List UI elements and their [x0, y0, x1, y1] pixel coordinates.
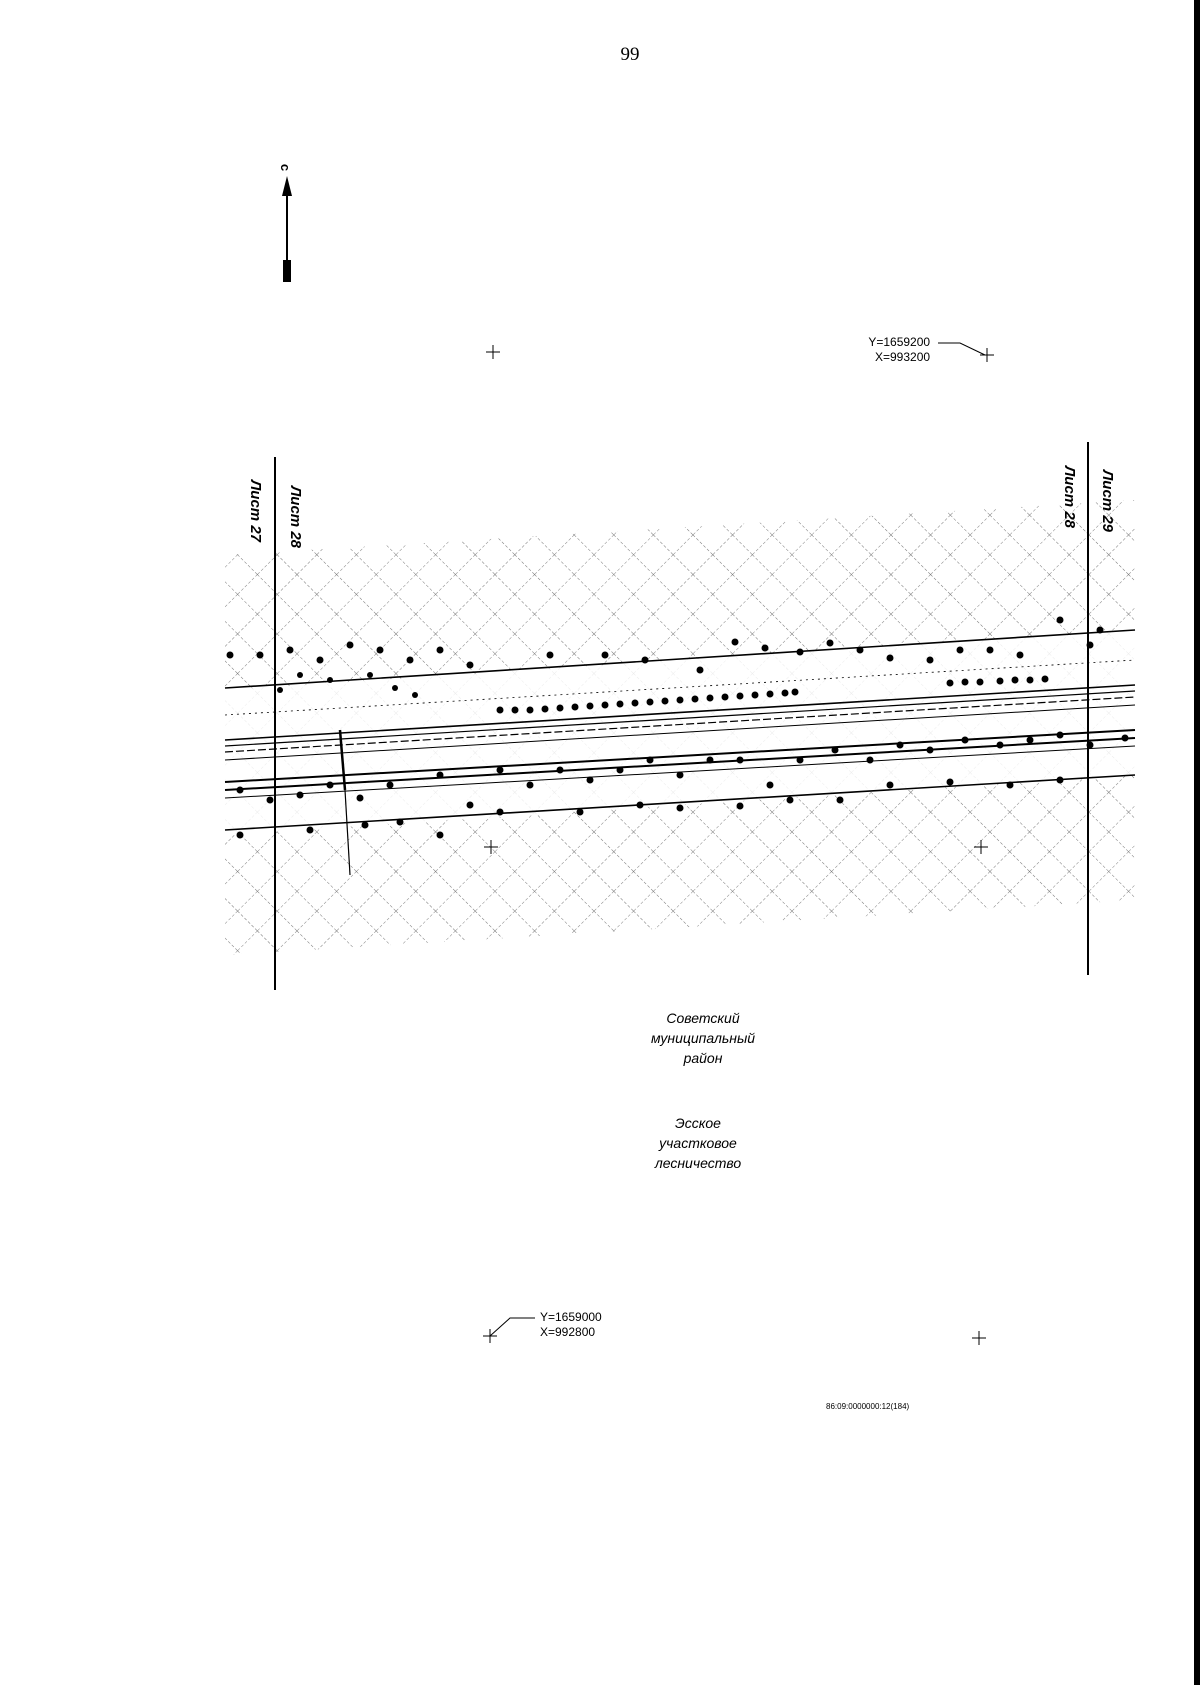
- coordinate-top-right: [865, 335, 930, 365]
- scan-edge: [1194, 0, 1200, 1685]
- label-line: Эсское: [675, 1115, 721, 1131]
- sheet-label-left-outer: Лист 27: [247, 480, 264, 542]
- municipal-district-label: [623, 1008, 783, 1068]
- north-arrow-icon: [282, 176, 292, 282]
- coord-x: X=993200: [875, 350, 931, 364]
- label-line: участковое: [659, 1135, 737, 1151]
- label-line: муниципальный: [650, 1030, 756, 1046]
- sheet-label-left-inner: Лист 28: [287, 486, 304, 548]
- page-number: 99: [620, 44, 640, 65]
- label-line: Советский: [666, 1010, 740, 1026]
- coord-x: X=992800: [540, 1325, 596, 1339]
- label-line: район: [683, 1050, 723, 1066]
- sheet-label-right-outer: Лист 29: [1099, 470, 1116, 532]
- cadastral-sheet-code: 86:09:0000000:12(184): [826, 1402, 910, 1411]
- sheet-label-right-inner: Лист 28: [1061, 466, 1078, 528]
- label-line: лесничество: [654, 1155, 742, 1171]
- coordinate-bottom-left: [540, 1310, 602, 1340]
- north-arrow-label: с: [278, 163, 294, 172]
- coord-y: Y=1659200: [868, 335, 931, 349]
- coord-y: Y=1659000: [540, 1310, 602, 1324]
- forestry-label: [618, 1113, 778, 1173]
